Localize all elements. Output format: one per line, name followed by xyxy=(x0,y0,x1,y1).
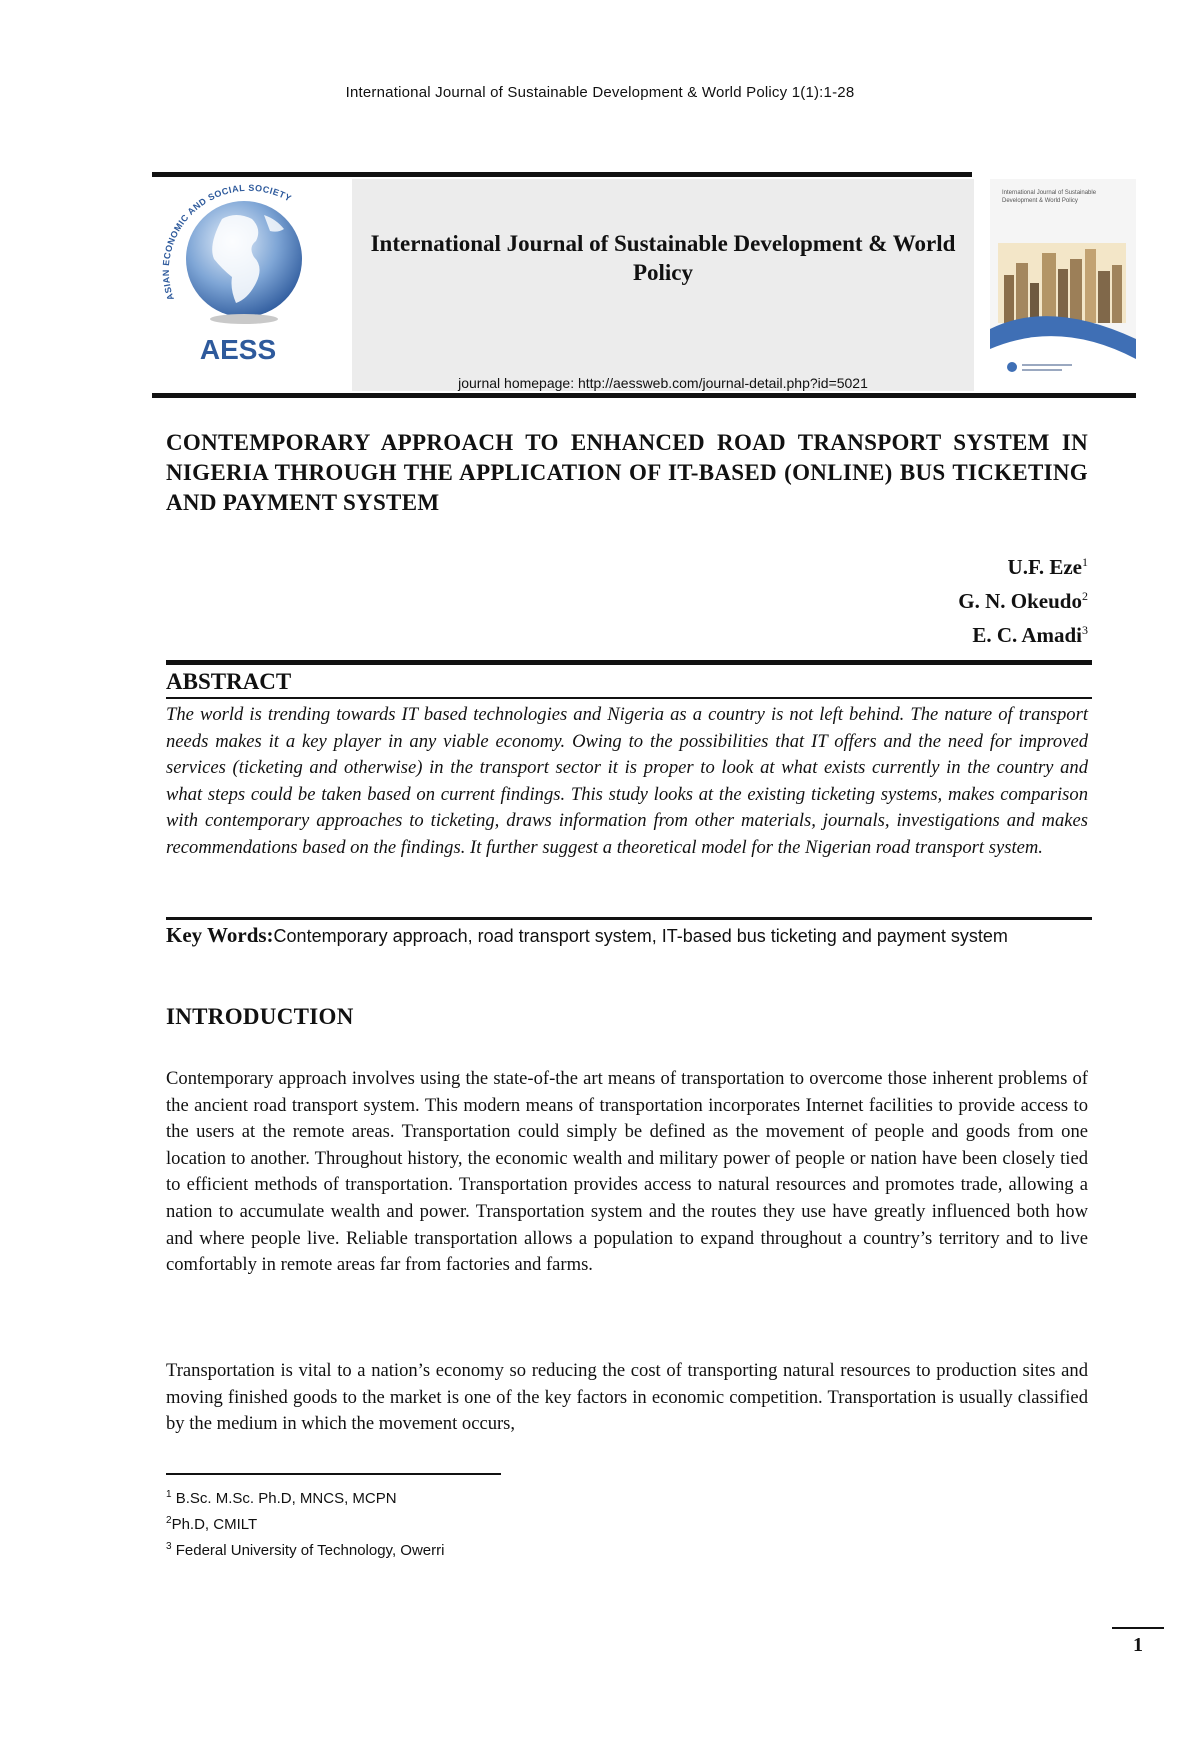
body-paragraph: Contemporary approach involves using the state-of-the art means of transportation to overcome those inherent problems of the ancient road transport system. This modern means of transportation incorporates Internet facilities to provide access to the users at the remote areas. Transportation could simply be defined as the movement of people and goods from one location to another. Throughout history, the economic wealth and military power of people or nation have been closely tied to efficient methods of transportation. Transportation provides access to natural resources and promotes trade, allowing a nation to accumulate wealth and power. Transportation system and the routes they use have greatly influenced both how and where people live. Reliable transportation allows a population to expand throughout a country’s territory and to live comfortably in remote areas far from factories and farms. xyxy=(166,1068,1088,1276)
running-head: International Journal of Sustainable Development & World Policy 1(1):1-28 xyxy=(345,84,855,101)
keywords xyxy=(166,922,1088,949)
footnote: $^3$ Federal University of Technology, Owerri xyxy=(166,1541,445,1559)
abstract-heading-rule xyxy=(166,697,1092,699)
journal-banner xyxy=(152,172,1136,399)
banner-top-rule xyxy=(152,172,972,177)
footnote-rule xyxy=(166,1473,501,1475)
logo-text: AESS xyxy=(199,334,277,365)
globe-logo-icon xyxy=(152,179,352,391)
aess-logo xyxy=(152,179,352,391)
author: U.F. Eze$^1$ xyxy=(1007,555,1088,579)
journal-cover-thumbnail xyxy=(990,179,1136,391)
footnote: $^2$Ph.D, CMILT xyxy=(166,1515,258,1533)
abstract-top-rule xyxy=(166,660,1092,665)
introduction-heading: INTRODUCTION xyxy=(166,1004,354,1029)
banner-bottom-rule xyxy=(152,393,1136,398)
keywords-text: Contemporary approach, road transport system, IT-based bus ticketing and payment system xyxy=(273,926,1008,946)
author-list xyxy=(958,548,1088,650)
page-number: 1 xyxy=(1133,1634,1143,1656)
keywords-label: Key Words: xyxy=(166,923,274,947)
abstract-text: The world is trending towards IT based technologies and Nigeria as a country is not left behind. The nature of transport needs makes it a key player in any viable economy. Owing to the possibilities that IT offers and the need for improved services (ticketing and otherwise) in the transport sector it is proper to look at what exists currently in the country and what steps could be taken based on current findings. This study looks at the existing ticketing systems, makes comparison with contemporary approaches to ticketing, draws information from other materials, journals, investigations and makes recommendations based on the findings. It further suggest a theoretical model for the Nigerian road transport system. xyxy=(166,704,1088,858)
body-paragraph: Transportation is vital to a nation’s economy so reducing the cost of transporting natural resources to production sites and moving finished goods to the market is one of the key factors in economic competition. Transportation is usually classified by the medium in which the movement occurs, xyxy=(166,1360,1088,1435)
logo-arc-text: ASIAN ECONOMIC AND SOCIAL SOCIETY xyxy=(160,182,294,302)
author: E. C. Amadi$^3$ xyxy=(972,623,1088,647)
page-number-rule xyxy=(1112,1627,1164,1629)
footnotes xyxy=(166,1484,444,1562)
cover-title: International Journal of Sustainable Development & World Policy xyxy=(1002,190,1097,204)
journal-title: International Journal of Sustainable Development & World Policy xyxy=(370,231,956,285)
author: G. N. Okeudo$^2$ xyxy=(958,589,1088,613)
abstract-bottom-rule xyxy=(166,917,1092,920)
city-skyline-icon xyxy=(990,179,1136,391)
paper-title: CONTEMPORARY APPROACH TO ENHANCED ROAD TRANSPORT SYSTEM IN NIGERIA THROUGH THE APPLICATION OF IT-BASED (ONLINE) BUS TICKETING AND PAYMENT SYSTEM xyxy=(166,430,1088,515)
journal-homepage: journal homepage: http://aessweb.com/journal-detail.php?id=5021 xyxy=(458,375,868,391)
footnote: $^1$ B.Sc. M.Sc. Ph.D, MNCS, MCPN xyxy=(166,1489,397,1507)
abstract-heading: ABSTRACT xyxy=(166,669,292,694)
banner-title-panel xyxy=(352,179,974,391)
